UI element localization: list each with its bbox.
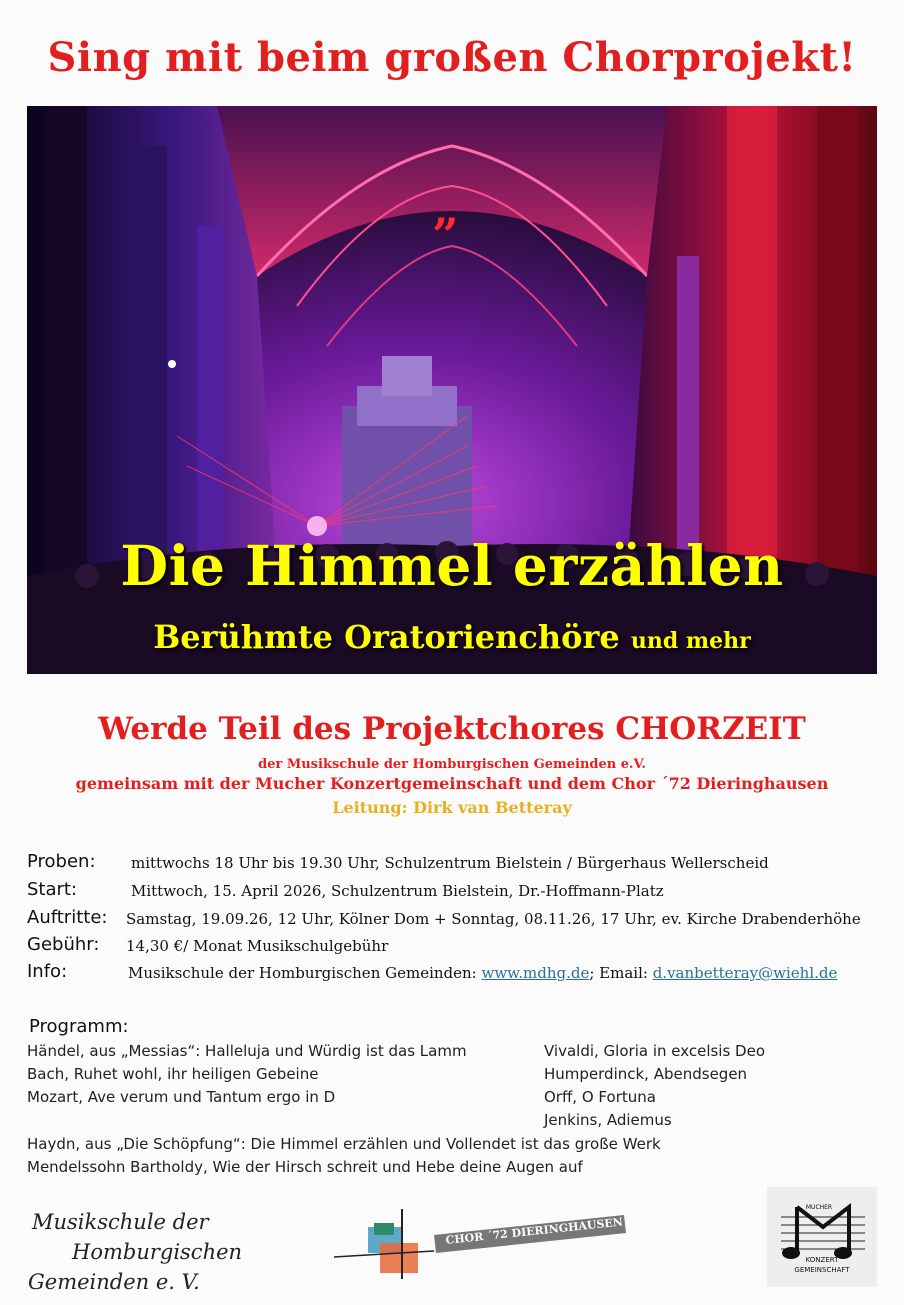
musikschule-logo-line: Homburgischen: [72, 1240, 243, 1264]
chor72-logo: [334, 1205, 634, 1287]
gebuehr-label: Gebühr:: [27, 934, 100, 955]
start-label: Start:: [27, 879, 78, 900]
start-value: Mittwoch, 15. April 2026, Schulzentrum Bielstein, Dr.-Hoffmann-Platz: [131, 882, 664, 900]
info-label: Info:: [27, 961, 68, 982]
programm-right-column: [544, 1040, 765, 1132]
headline: Sing mit beim großen Chorprojekt!: [47, 34, 857, 81]
programm-item: Orff, O Fortuna: [544, 1088, 656, 1106]
programm-item: Bach, Ruhet wohl, ihr heiligen Gebeine: [27, 1065, 319, 1083]
proben-value: mittwochs 18 Uhr bis 19.30 Uhr, Schulzentrum Bielstein / Bürgerhaus Wellerscheid: [131, 854, 769, 872]
programm-item: Haydn, aus „Die Schöpfung“: Die Himmel erzählen und Vollendet ist das große Werk: [27, 1135, 661, 1153]
event-subtitle: [27, 618, 877, 656]
mkg-logo-mid: KONZERT: [805, 1256, 839, 1264]
programm-item: Jenkins, Adiemus: [544, 1111, 672, 1129]
mkg-logo-bottom: GEMEINSCHAFT: [794, 1266, 850, 1274]
conductor-line: Leitung: Dirk van Betteray: [332, 798, 572, 817]
programm-title: Programm:: [29, 1016, 129, 1037]
proben-label: Proben:: [27, 851, 96, 872]
info-row-gebuehr: [27, 935, 887, 961]
partners-line: gemeinsam mit der Mucher Konzertgemeinschaft und dem Chor ´72 Dieringhausen: [75, 774, 829, 793]
quote-mark: ”: [432, 208, 459, 262]
email-link[interactable]: d.vanbetteray@wiehl.de: [652, 964, 838, 982]
info-row-auftritte: [27, 908, 887, 934]
programm-left-column: [27, 1040, 467, 1109]
programm-full-width: [27, 1133, 661, 1179]
info-row-proben: [27, 852, 887, 878]
website-link[interactable]: www.mdhg.de: [481, 964, 590, 982]
programm-item: Vivaldi, Gloria in excelsis Deo: [544, 1042, 766, 1060]
organizer-line: der Musikschule der Homburgischen Gemeinden e.V.: [258, 757, 646, 772]
invite-title: Werde Teil des Projektchores CHORZEIT: [98, 711, 806, 747]
mkg-logo-top: MUCHER: [805, 1204, 833, 1211]
konzertgemeinschaft-logo-graphic: [767, 1187, 877, 1287]
event-title: Die Himmel erzählen: [120, 533, 784, 598]
event-subtitle-small: und mehr: [630, 628, 751, 654]
event-subtitle-main: Berühmte Oratorienchöre: [153, 618, 620, 656]
programm-item: Händel, aus „Messias“: Halleluja und Würdig ist das Lamm: [27, 1042, 467, 1060]
programm-item: Mendelssohn Bartholdy, Wie der Hirsch schreit und Hebe deine Augen auf: [27, 1158, 583, 1176]
programm-item: Mozart, Ave verum und Tantum ergo in D: [27, 1088, 336, 1106]
auftritte-label: Auftritte:: [27, 907, 108, 928]
chor72-logo-text: CHOR ´72 DIERINGHAUSEN: [444, 1215, 624, 1247]
musikschule-logo-line: Gemeinden e. V.: [28, 1270, 200, 1294]
musikschule-logo: [28, 1207, 248, 1297]
info-row-start: [27, 880, 887, 906]
programm-item: Humperdinck, Abendsegen: [544, 1065, 748, 1083]
info-mid: ; Email:: [589, 964, 653, 982]
info-prefix: Musikschule der Homburgischen Gemeinden:: [128, 964, 482, 982]
chor72-logo-graphic: [334, 1205, 634, 1287]
auftritte-value: Samstag, 19.09.26, 12 Uhr, Kölner Dom + Sonntag, 08.11.26, 17 Uhr, ev. Kirche Drabenderhöhe: [126, 910, 861, 928]
info-row-info: [27, 962, 887, 988]
gebuehr-value: 14,30 €/ Monat Musikschulgebühr: [126, 937, 389, 955]
info-value: [128, 964, 837, 982]
musikschule-logo-line: Musikschule der: [32, 1210, 209, 1234]
konzertgemeinschaft-logo: [767, 1187, 877, 1287]
